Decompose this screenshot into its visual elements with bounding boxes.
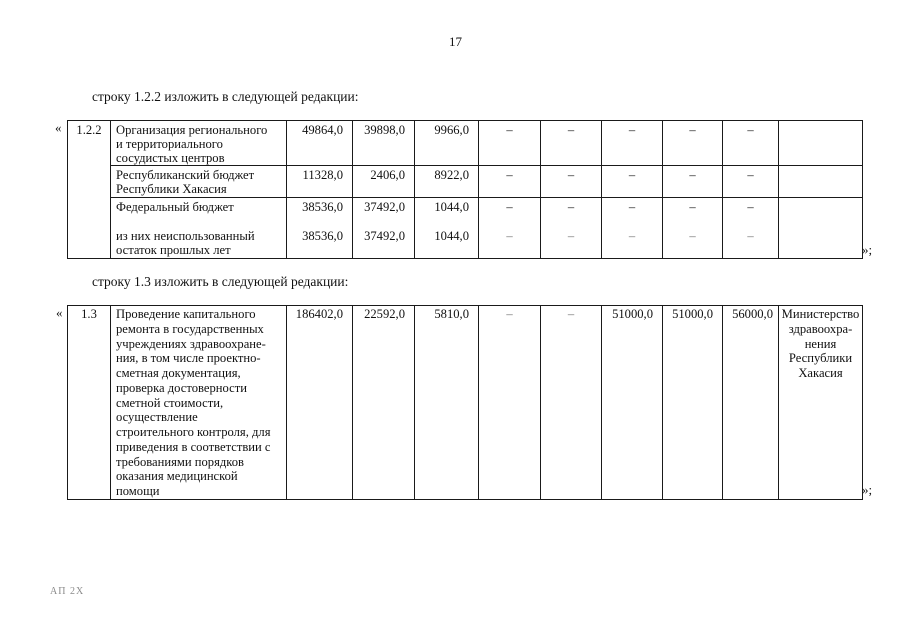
value-cell: –	[723, 228, 779, 259]
executor-cell	[779, 198, 863, 228]
value-cell: –	[479, 228, 541, 259]
closing-quote: »;	[862, 482, 873, 497]
value-cell: –	[723, 121, 779, 166]
executor-cell	[779, 121, 863, 166]
closing-quote: »;	[862, 242, 873, 257]
page-number: 17	[449, 34, 462, 49]
opening-quote: «	[55, 120, 62, 135]
value-cell: –	[723, 198, 779, 228]
value-cell: 2406,0	[353, 166, 415, 198]
item-name-cell: Проведение капитального ремонта в государственных учреждениях здравоохране- ния, в том числе проектно- сметная документация, проверка достоверности сметной стоимости, осуществление строительного контроля, для приведения в соответствии с требованиями порядков оказания медицинской помощи	[111, 306, 287, 500]
value-cell: 51000,0	[663, 306, 723, 500]
amendment-table-1-2-2	[67, 120, 863, 259]
value-cell: 1044,0	[415, 198, 479, 228]
amendment-instruction: строку 1.2.2 изложить в следующей редакции:	[92, 89, 359, 104]
row-number-cell: 1.2.2	[68, 121, 111, 259]
executor-cell: Министерство здравоохра- нения Республики Хакасия	[779, 306, 863, 500]
executor-cell	[779, 228, 863, 259]
amendment-table-1-3	[67, 305, 863, 500]
executor-cell	[779, 166, 863, 198]
value-cell: –	[541, 198, 602, 228]
value-cell: –	[479, 306, 541, 500]
value-cell: 11328,0	[287, 166, 353, 198]
value-cell: –	[541, 306, 602, 500]
value-cell: 8922,0	[415, 166, 479, 198]
value-cell: –	[663, 228, 723, 259]
table-row	[68, 166, 863, 198]
value-cell: –	[602, 198, 663, 228]
value-cell: –	[541, 166, 602, 198]
item-name-cell: Организация регионального и территориального сосудистых центров	[111, 121, 287, 166]
value-cell: –	[479, 198, 541, 228]
item-name-cell: Республиканский бюджет Республики Хакасия	[111, 166, 287, 198]
value-cell: –	[479, 121, 541, 166]
value-cell: 37492,0	[353, 198, 415, 228]
item-name-cell: из них неиспользованный остаток прошлых лет	[111, 228, 287, 259]
item-name-cell: Федеральный бюджет	[111, 198, 287, 228]
value-cell: –	[541, 121, 602, 166]
opening-quote: «	[56, 305, 63, 320]
value-cell: 5810,0	[415, 306, 479, 500]
value-cell: 9966,0	[415, 121, 479, 166]
value-cell: –	[602, 121, 663, 166]
footer-mark: АП 2Х	[50, 586, 85, 597]
value-cell: 51000,0	[602, 306, 663, 500]
value-cell: –	[479, 166, 541, 198]
value-cell: –	[541, 228, 602, 259]
value-cell: 186402,0	[287, 306, 353, 500]
value-cell: 39898,0	[353, 121, 415, 166]
value-cell: –	[602, 166, 663, 198]
value-cell: –	[602, 228, 663, 259]
value-cell: 37492,0	[353, 228, 415, 259]
row-number-cell: 1.3	[68, 306, 111, 500]
value-cell: –	[663, 198, 723, 228]
value-cell: –	[723, 166, 779, 198]
table-row	[68, 198, 863, 228]
value-cell: 56000,0	[723, 306, 779, 500]
value-cell: –	[663, 121, 723, 166]
value-cell: 38536,0	[287, 228, 353, 259]
value-cell: 22592,0	[353, 306, 415, 500]
table-row	[68, 228, 863, 259]
value-cell: 38536,0	[287, 198, 353, 228]
table-row	[68, 306, 863, 500]
value-cell: –	[663, 166, 723, 198]
table-row	[68, 121, 863, 166]
amendment-instruction: строку 1.3 изложить в следующей редакции:	[92, 274, 349, 289]
value-cell: 1044,0	[415, 228, 479, 259]
value-cell: 49864,0	[287, 121, 353, 166]
